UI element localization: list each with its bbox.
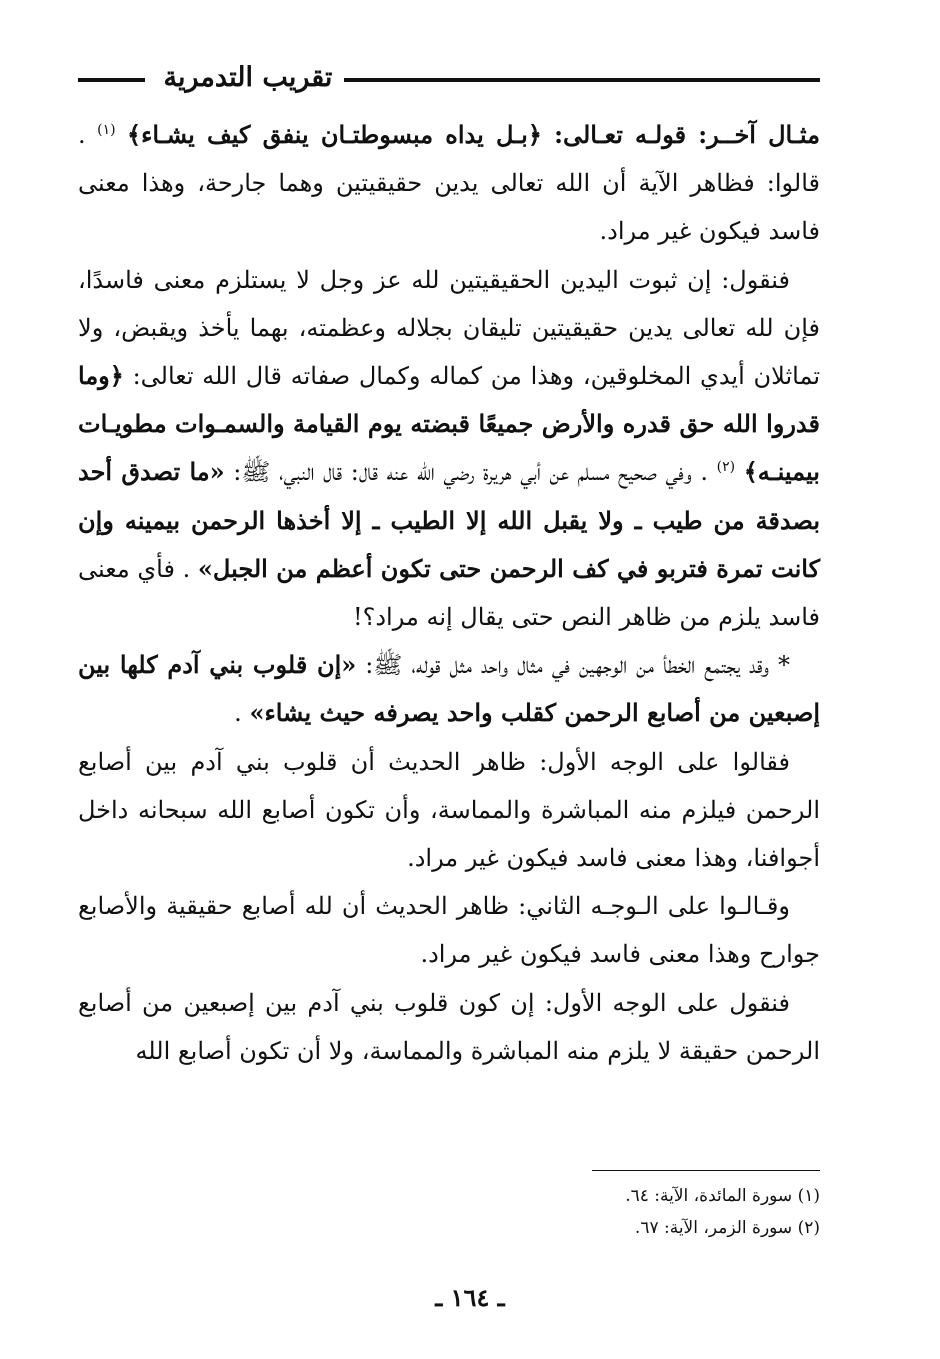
footnote-mark-1: (١) [97, 122, 116, 138]
header-rule-right [344, 78, 820, 82]
running-header [78, 58, 820, 98]
example-label: مثـال آخــر: قولـه تعـالى: [541, 120, 820, 149]
quran-verse-2: ﴿وما قدروا الله حق قدره والأرض جميعًا قبضته يوم القيامة والسمـوات مطويـات بيمينـه﴾ [78, 361, 820, 487]
paragraph-1-text: . قالوا: فظاهر الآية أن الله تعالى يدين حقيقيتين وهما جارحة، وهذا معنى فاسد فيكون غير مراد. [78, 121, 820, 246]
footnotes [320, 1180, 820, 1244]
quran-verse-1: ﴿بـل يداه مبسوطتـان ينفق كيف يشـاء﴾ [127, 120, 542, 149]
footnote-mark-2: (٢) [716, 459, 736, 476]
page-number: ـ ١٦٤ ـ [435, 1283, 505, 1312]
hadith-2: «إن قلوب بني آدم كلها بين إصبعين من أصابع الرحمن كقلب واحد يصرفه حيث يشاء» [78, 650, 820, 728]
paragraph-6: فنقول على الوجه الأول: إن كون قلوب بني آدم بين إصبعين من أصابع الرحمن حقيقة لا يلزم منه المباشرة والمماسة، ولا أن تكون أصابع الله [78, 988, 820, 1065]
footnote-1: (١) سورة المائدة، الآية: ٦٤. [625, 1186, 820, 1206]
paragraph-2 [78, 256, 820, 642]
paragraph-2-text-a: فنقول: إن ثبوت اليدين الحقيقيتين لله عز وجل لا يستلزم معنى فاسدًا، فإن لله تعالى يدين حقيقيتين تليقان بجلاله وعظمته، بهما يأخذ ويقبض، ولا تماثلان أيدي المخلوقين، وهذا من كماله وكمال صفاته قال الله تعالى: [78, 265, 820, 391]
paragraph-2-text-c: . فأي معنى فاسد يلزم من ظاهر النص حتى يقال إنه مراد؟! [78, 554, 820, 632]
footnote-separator [592, 1170, 820, 1171]
paragraph-4: فقالوا على الوجه الأول: ظاهر الحديث أن قلوب بني آدم بين أصابع الرحمن فيلزم منه المباشرة والمماسة، وأن تكون أصابع الله سبحانه داخل أجوافنا، وهذا معنى فاسد فيكون غير مراد. [78, 747, 820, 873]
paragraph-3-text-a: * وقد يجتمع الخطأ من الوجهين في مثال واحد مثل قوله، ﷺ: [356, 651, 790, 680]
main-text [78, 111, 820, 1075]
footnote-2: (٢) سورة الزمر، الآية: ٦٧. [634, 1218, 820, 1238]
paragraph-2-text-b: . وفي صحيح مسلم عن أبي هريرة رضي الله عنه قال: قال النبي، ﷺ: [224, 458, 709, 487]
paragraph-3 [78, 641, 820, 737]
paragraph-3-text-b: . [234, 699, 242, 728]
header-rule-left [78, 78, 145, 82]
hadith-1: «ما تصدق أحد بصدقة من طيب ـ ولا يقبل الله إلا الطيب ـ إلا أخذها الرحمن بيمينه وإن كانت تمرة فتربو في كف الرحمن حتى تكون أعظم من الجبل» [78, 457, 820, 583]
running-header-title: تقريب التدمرية [163, 62, 333, 93]
paragraph-1 [78, 111, 820, 256]
paragraph-5: وقـالـوا على الـوجـه الثاني: ظاهر الحديث أن لله أصابع حقيقية والأصابع جوارح وهذا معنى فاسد فيكون غير مراد. [78, 892, 820, 969]
